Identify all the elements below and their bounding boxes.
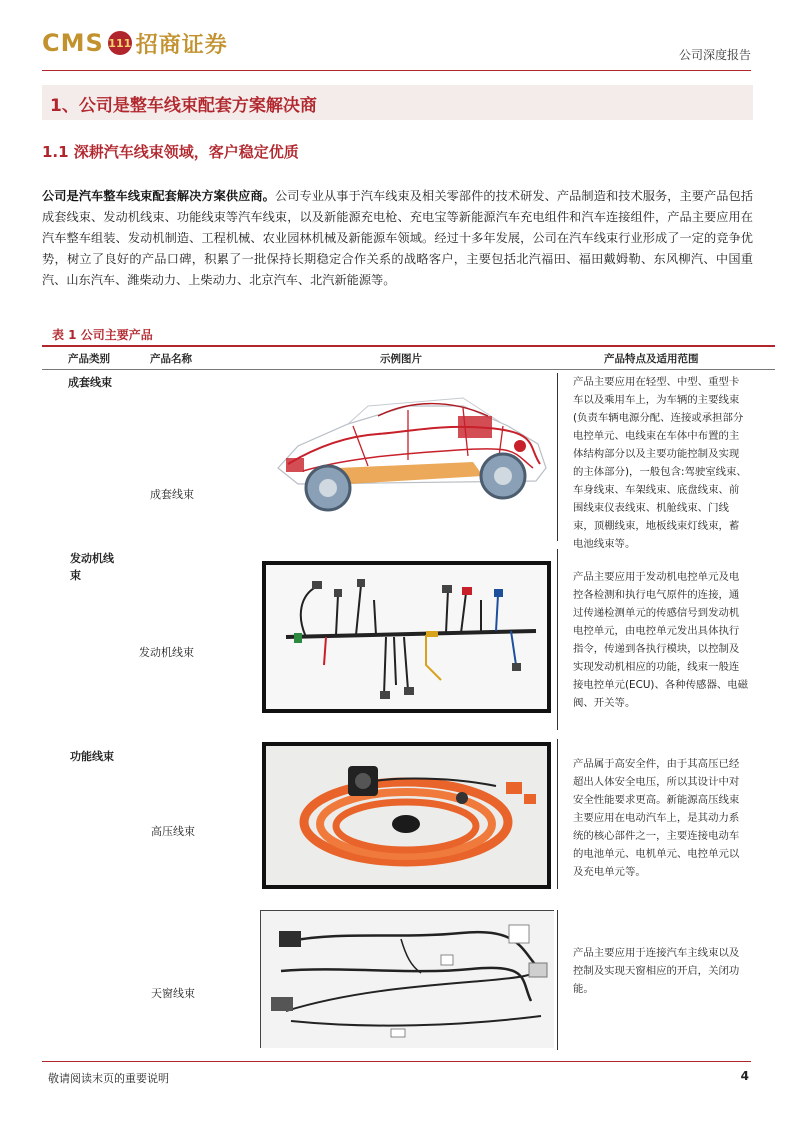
intro-lead: 公司是汽车整车线束配套解决方案供应商。	[42, 189, 275, 203]
row-category-engine: 发动机线束	[70, 552, 114, 582]
engine-harness-illustration	[266, 565, 547, 709]
column-divider	[557, 373, 558, 541]
company-logo	[42, 28, 228, 58]
row-description-engine: 产品主要应用于发动机电控单元及电控各检测和执行电气原件的连接，通过传递检测单元的传感信号到发动机电控单元，由电控单元发出具体执行指令，传递到各执行模块，以控制及实现发动机相应的功能，线束一般连接电控单元(ECU)、各种传感器、电磁阀、开关等。	[573, 571, 749, 709]
table-header-image: 示例图片	[380, 353, 422, 365]
subsection-title: 1.1 深耕汽车线束领域，客户稳定优质	[42, 143, 299, 161]
section-title: 1、公司是整车线束配套方案解决商	[50, 96, 317, 116]
row-name-sunroof: 天窗线束	[151, 987, 195, 1000]
high-voltage-harness-image	[262, 742, 551, 889]
row-name-high-voltage: 高压线束	[151, 825, 195, 838]
column-divider	[557, 739, 558, 889]
table-header-rule	[42, 369, 775, 370]
logo-emblem-icon: 111	[108, 31, 132, 55]
intro-paragraph	[42, 186, 753, 291]
footer-divider	[42, 1061, 751, 1062]
logo-cn-text: 招商证券	[135, 31, 228, 58]
page-number: 4	[740, 1069, 749, 1083]
report-type-label: 公司深度报告	[678, 48, 751, 62]
row-category-function: 功能线束	[70, 750, 114, 763]
table-caption: 表 1 公司主要产品	[52, 328, 153, 342]
table-top-rule	[42, 345, 775, 347]
sunroof-harness-illustration	[261, 911, 554, 1048]
logo-cms-text: CMS	[42, 29, 104, 57]
vehicle-wiring-harness-image	[258, 376, 553, 536]
header-divider	[42, 70, 751, 71]
column-divider	[557, 549, 558, 730]
car-harness-illustration	[258, 376, 553, 536]
sunroof-harness-image	[260, 910, 554, 1048]
table-header-description: 产品特点及适用范围	[604, 353, 699, 365]
engine-harness-image	[262, 561, 551, 713]
row-description-high-voltage: 产品属于高安全件，由于其高压已经超出人体安全电压，所以其设计中对安全性能要求更高。新能源高压线束主要应用在电动汽车上，是其动力系统的核心部件之一，主要连接电动车的电池单元、电机单元、电控单元以及充电单元等。	[573, 758, 740, 878]
column-divider	[557, 910, 558, 1050]
row-description-sunroof: 产品主要应用于连接汽车主线束以及控制及实现天窗相应的开启，关闭功能。	[573, 947, 740, 995]
row-name-engine: 发动机线束	[139, 646, 194, 659]
row-category-complete: 成套线束	[68, 376, 112, 389]
row-name-complete: 成套线束	[150, 488, 194, 501]
table-header-category: 产品类别	[68, 353, 110, 365]
table-header-name: 产品名称	[150, 353, 192, 365]
high-voltage-harness-illustration	[266, 746, 547, 885]
footer-notice: 敬请阅读末页的重要说明	[48, 1072, 169, 1085]
intro-body: 公司专业从事于汽车线束及相关零部件的技术研发、产品制造和技术服务，主要产品包括成套线束、发动机线束、功能线束等汽车线束，以及新能源充电枪、充电宝等新能源汽车充电组件和汽车连接组件，产品主要应用在汽车整车组装、发动机制造、工程机械、农业园林机械及新能源车领域。经过十多年发展，公司在汽车线束行业形成了一定的竞争优势，树立了良好的产品口碑，积累了一批保持长期稳定合作关系的战略客户，主要包括北汽福田、福田戴姆勒、东风柳汽、中国重汽、山东汽车、潍柴动力、上柴动力、北京汽车、北汽新能源等。	[42, 189, 753, 287]
row-description-complete: 产品主要应用在轻型、中型、重型卡车以及乘用车上，为车辆的主要线束(负责车辆电源分配、连接或承担部分电控单元、电线束在车体中布置的主体结构部分以及主要功能控制及实现的主体部分)，一般包含:驾驶室线束、车身线束、车架线束、底盘线束、前围线束仪表线束、机舱线束、门线束，顶棚线束，地板线束灯线束，蓄电池线束等。	[573, 376, 747, 550]
